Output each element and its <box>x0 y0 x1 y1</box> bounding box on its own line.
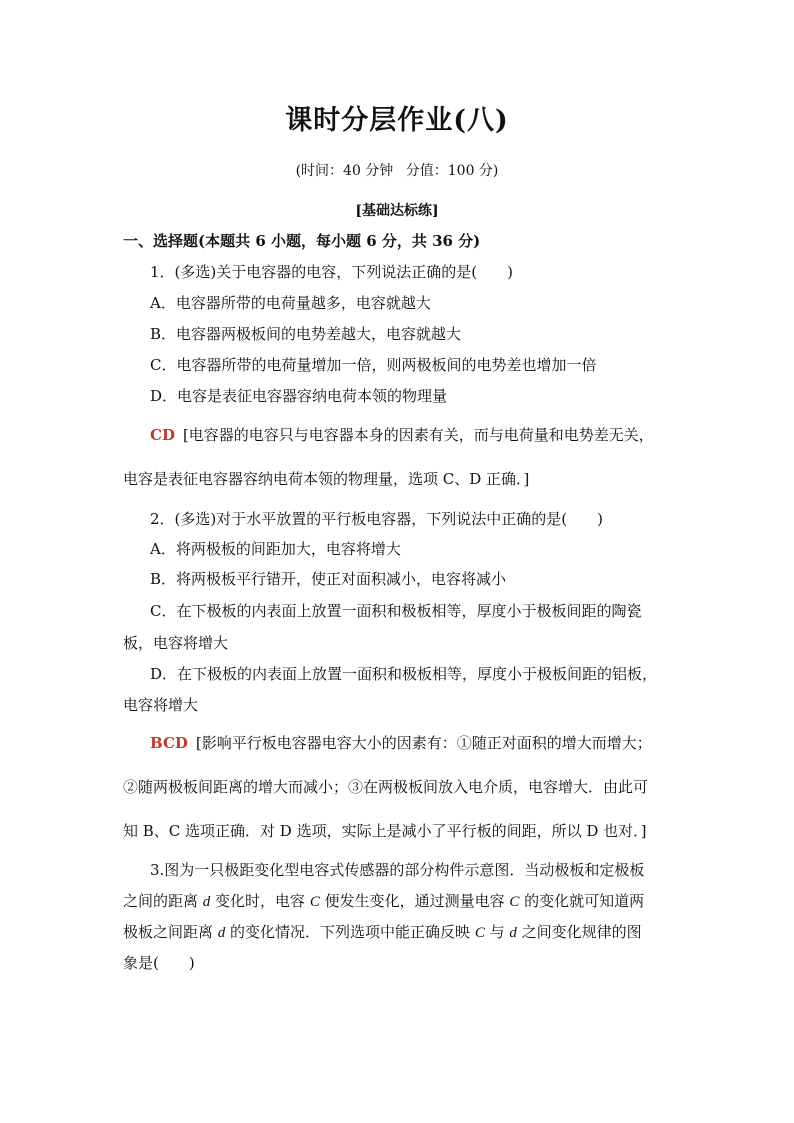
q1-option-d: D．电容是表征电容器容纳电荷本领的物理量 <box>150 387 448 405</box>
section-band: [基础达标练] <box>355 203 439 219</box>
q1-option-a: A．电容器所带的电荷量越多，电容就越大 <box>150 294 431 312</box>
q2-option-b: B．将两极板平行错开，使正对面积减小，电容将减小 <box>150 570 507 588</box>
q2-explanation-3: 知 B、C 选项正确．对 D 选项，实际上是减小了平行板的间距，所以 D 也对．] <box>123 822 647 840</box>
q1-option-c: C．电容器所带的电荷量增加一倍，则两极板间的电势差也增加一倍 <box>150 356 597 374</box>
q3-text: 极板之间距离 <box>123 923 218 941</box>
var-d: d <box>202 894 211 910</box>
q3-text: 之间的距离 <box>123 892 203 910</box>
q3-text: 与 <box>484 923 510 941</box>
q2-option-d-1: D．在下极板的内表面上放置一面积和极板相等，厚度小于极板间距的铝板， <box>150 665 658 683</box>
var-c: C <box>509 894 520 910</box>
q2-stem: 2．(多选)对于水平放置的平行板电容器，下列说法中正确的是( ) <box>150 510 603 528</box>
page-title: 课时分层作业(八) <box>285 105 509 136</box>
q2-option-c-2: 板，电容将增大 <box>123 634 229 652</box>
q3-line-1: 3.图为一只极距变化型电容式传感器的部分构件示意图．当动极板和定极板 <box>150 861 645 879</box>
q2-answer: BCD <box>150 734 188 752</box>
section-heading: 一、选择题(本题共 6 小题，每小题 6 分，共 36 分) <box>123 232 481 250</box>
total-score: 分值：100 分) <box>405 163 499 179</box>
q1-answer: CD <box>150 426 175 444</box>
q2-explanation-1: [影响平行板电容器电容大小的因素有：①随正对面积的增大而增大； <box>195 734 652 752</box>
q3-text: 变化时，电容 <box>210 892 310 910</box>
var-d: d <box>217 925 226 941</box>
q3-line-4: 象是( ) <box>123 954 195 972</box>
q3-text: 便发生变化，通过测量电容 <box>319 892 510 910</box>
q1-option-b: B．电容器两极板间的电势差越大，电容就越大 <box>150 325 462 343</box>
q3-line-3 <box>123 922 683 943</box>
exam-meta <box>0 160 794 180</box>
q1-explanation-1: [电容器的电容只与电容器本身的因素有关，而与电荷量和电势差无关， <box>182 426 654 444</box>
q2-option-c-1: C．在下极板的内表面上放置一面积和极板相等，厚度小于极板间距的陶瓷 <box>150 602 642 620</box>
time-limit: (时间：40 分钟 <box>295 163 394 179</box>
var-d: d <box>509 925 517 941</box>
q2-explanation-2: ②随两极板间距离的增大而减小；③在两极板间放入电介质，电容增大．由此可 <box>123 778 649 796</box>
q1-answer-line <box>150 425 680 445</box>
q3-text: 的变化就可知道两 <box>519 892 645 910</box>
q1-explanation-2: 电容是表征电容器容纳电荷本领的物理量，选项 C、D 正确．] <box>123 470 530 488</box>
q1-stem: 1．(多选)关于电容器的电容，下列说法正确的是( ) <box>150 263 513 281</box>
q3-text: 之间变化规律的图 <box>516 923 642 941</box>
var-c: C <box>474 925 485 941</box>
q2-option-d-2: 电容将增大 <box>123 696 199 714</box>
q2-answer-line <box>150 733 680 753</box>
q3-line-2 <box>123 891 683 912</box>
q2-option-a: A．将两极板的间距加大，电容将增大 <box>150 540 401 558</box>
var-c: C <box>309 894 320 910</box>
q3-text: 的变化情况．下列选项中能正确反映 <box>225 923 475 941</box>
